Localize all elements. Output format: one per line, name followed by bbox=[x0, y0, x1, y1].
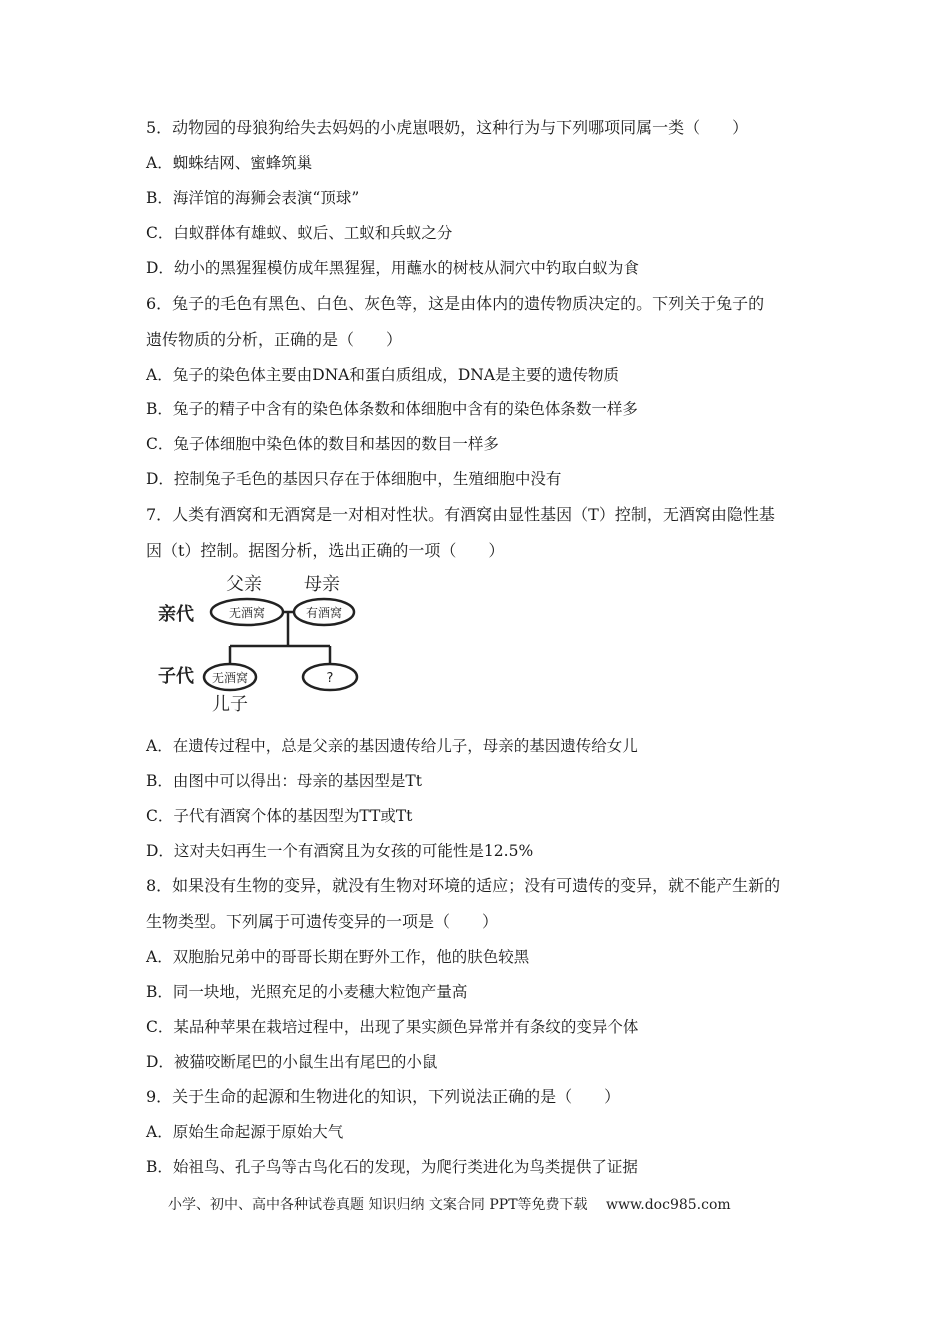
q5-stem: 5．动物园的母狼狗给失去妈妈的小虎崽喂奶，这种行为与下列哪项同属一类（ ） bbox=[146, 118, 749, 137]
q6-stem-line1: 6．兔子的毛色有黑色、白色、灰色等，这是由体内的遗传物质决定的。下列关于兔子的 bbox=[146, 294, 765, 313]
q8-option-c: C．某品种苹果在栽培过程中，出现了果实颜色异常并有条纹的变异个体 bbox=[146, 1018, 639, 1036]
mother-label: 母亲 bbox=[304, 574, 340, 595]
q8-stem-line2: 生物类型。下列属于可遗传变异的一项是（ ） bbox=[146, 912, 499, 931]
parents-row-label: 亲代 bbox=[158, 604, 194, 625]
page-footer: 小学、初中、高中各种试卷真题 知识归纳 文案合同 PPT等免费下载 www.doc985.com bbox=[168, 1197, 731, 1213]
q8-stem-line1: 8．如果没有生物的变异，就没有生物对环境的适应；没有可遗传的变异，就不能产生新的 bbox=[146, 876, 781, 895]
q8-option-b: B．同一块地，光照充足的小麦穗大粒饱产量高 bbox=[146, 983, 468, 1001]
q7-option-d: D．这对夫妇再生一个有酒窝且为女孩的可能性是12.5% bbox=[146, 842, 534, 860]
q7-option-c: C．子代有酒窝个体的基因型为TT或Tt bbox=[146, 807, 413, 825]
q5-option-c: C．白蚁群体有雄蚁、蚁后、工蚁和兵蚁之分 bbox=[146, 224, 453, 242]
q5-option-d: D．幼小的黑猩猩模仿成年黑猩猩，用蘸水的树枝从洞穴中钓取白蚁为食 bbox=[146, 259, 639, 277]
son-label: 儿子 bbox=[212, 694, 248, 715]
pedigree-diagram bbox=[146, 566, 366, 716]
q7-option-b: B．由图中可以得出：母亲的基因型是Tt bbox=[146, 772, 422, 790]
q6-option-a: A．兔子的染色体主要由DNA和蛋白质组成，DNA是主要的遗传物质 bbox=[146, 366, 620, 384]
q6-option-d: D．控制兔子毛色的基因只存在于体细胞中，生殖细胞中没有 bbox=[146, 470, 562, 488]
q9-option-a: A．原始生命起源于原始大气 bbox=[146, 1123, 344, 1141]
q7-stem-line1: 7．人类有酒窝和无酒窝是一对相对性状。有酒窝由显性基因（T）控制，无酒窝由隐性基 bbox=[146, 505, 775, 524]
children-row-label: 子代 bbox=[158, 666, 194, 687]
q5-option-a: A．蜘蛛结网、蜜蜂筑巢 bbox=[146, 154, 313, 172]
father-trait: 无酒窝 bbox=[228, 606, 266, 620]
unknown-mark: ? bbox=[326, 671, 334, 686]
mother-trait: 有酒窝 bbox=[305, 606, 343, 620]
q5-option-b: B．海洋馆的海狮会表演“顶球” bbox=[146, 189, 360, 207]
q6-option-b: B．兔子的精子中含有的染色体条数和体细胞中含有的染色体条数一样多 bbox=[146, 400, 638, 418]
q6-stem-line2: 遗传物质的分析，正确的是（ ） bbox=[146, 330, 403, 349]
q9-option-b: B．始祖鸟、孔子鸟等古鸟化石的发现，为爬行类进化为鸟类提供了证据 bbox=[146, 1158, 638, 1176]
q6-option-c: C．兔子体细胞中染色体的数目和基因的数目一样多 bbox=[146, 435, 499, 453]
son-trait: 无酒窝 bbox=[211, 671, 249, 685]
father-label: 父亲 bbox=[226, 574, 262, 595]
q7-option-a: A．在遗传过程中，总是父亲的基因遗传给儿子，母亲的基因遗传给女儿 bbox=[146, 737, 638, 755]
q8-option-d: D．被猫咬断尾巴的小鼠生出有尾巴的小鼠 bbox=[146, 1053, 438, 1071]
q8-option-a: A．双胞胎兄弟中的哥哥长期在野外工作，他的肤色较黑 bbox=[146, 948, 530, 966]
q7-stem-line2: 因（t）控制。据图分析，选出正确的一项（ ） bbox=[146, 541, 505, 560]
q9-stem: 9．关于生命的起源和生物进化的知识，下列说法正确的是（ ） bbox=[146, 1087, 621, 1106]
